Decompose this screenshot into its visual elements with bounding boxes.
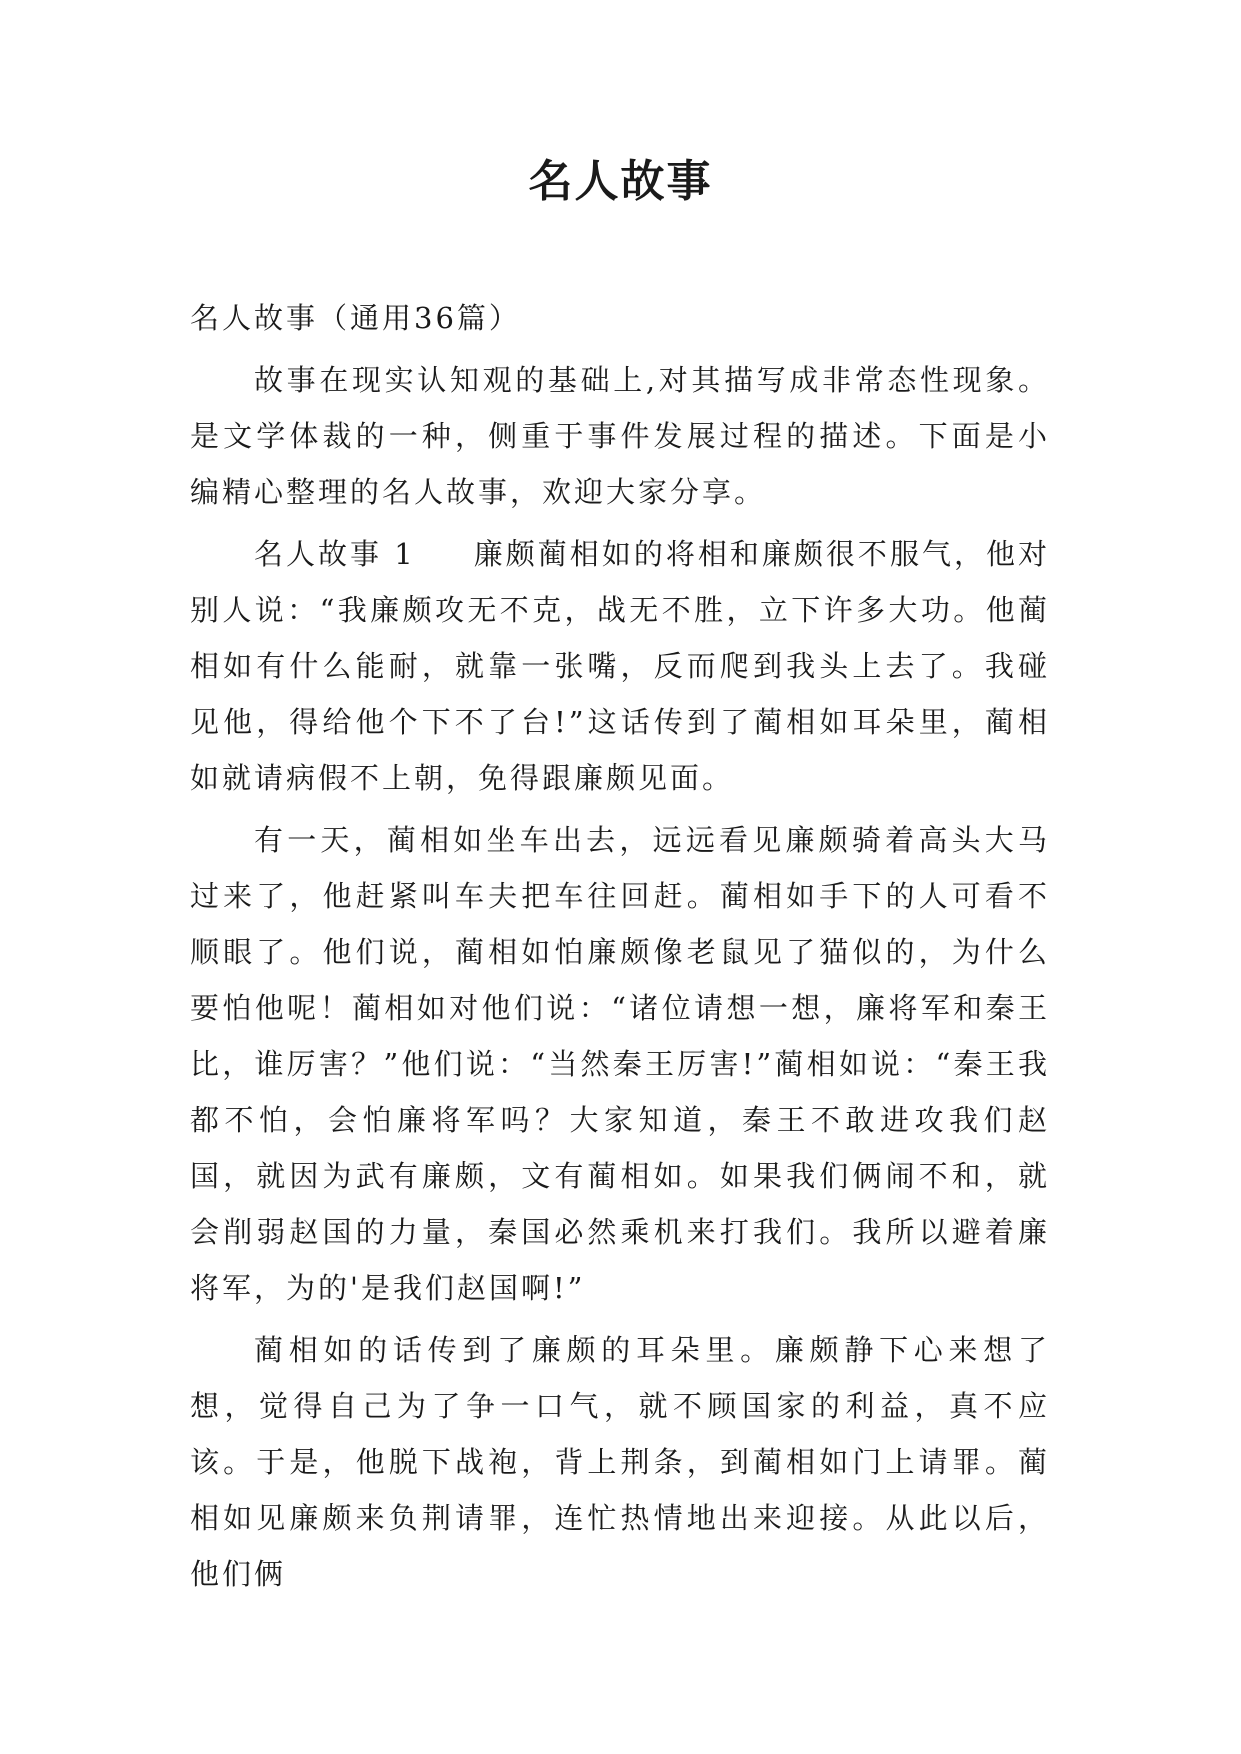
story-1-text-1: 廉颇蔺相如的将相和廉颇很不服气，他对别人说：“我廉颇攻无不克，战无不胜，立下许多大功。他蔺相如有什么能耐，就靠一张嘴，反而爬到我头上去了。我碰见他，得给他个下不了台!”这话传到了蔺相如耳朵里，蔺相如就请病假不上朝，免得跟廉颇见面。 [190,537,1050,795]
document-title: 名人故事 [528,156,713,207]
story-1-paragraph-2: 有一天，蔺相如坐车出去，远远看见廉颇骑着高头大马过来了，他赶紧叫车夫把车往回赶。蔺相如手下的人可看不顺眼了。他们说，蔺相如怕廉颇像老鼠见了猫似的，为什么要怕他呢！蔺相如对他们说：“诸位请想一想，廉将军和秦王比，谁厉害？”他们说：“当然秦王厉害!”蔺相如说：“秦王我都不怕，会怕廉将军吗？大家知道，秦王不敢进攻我们赵国，就因为武有廉颇，文有蔺相如。如果我们俩闹不和，就会削弱赵国的力量，秦国必然乘机来打我们。我所以避着廉将军，为的'是我们赵国啊!” [190,823,1050,1305]
document-body [190,290,1050,1602]
story-1-paragraph-3: 蔺相如的话传到了廉颇的耳朵里。廉颇静下心来想了想，觉得自己为了争一口气，就不顾国家的利益，真不应该。于是，他脱下战袍，背上荆条，到蔺相如门上请罪。蔺相如见廉颇来负荆请罪，连忙热情地出来迎接。从此以后，他们俩 [190,1333,1050,1591]
intro-paragraph: 故事在现实认知观的基础上,对其描写成非常态性现象。是文学体裁的一种，侧重于事件发展过程的描述。下面是小编精心整理的名人故事，欢迎大家分享。 [190,363,1050,509]
story-1-label: 名人故事 1 [254,537,416,571]
document-subtitle: 名人故事（通用36篇） [190,301,521,335]
story-1-paragraph-1 [190,526,1050,806]
